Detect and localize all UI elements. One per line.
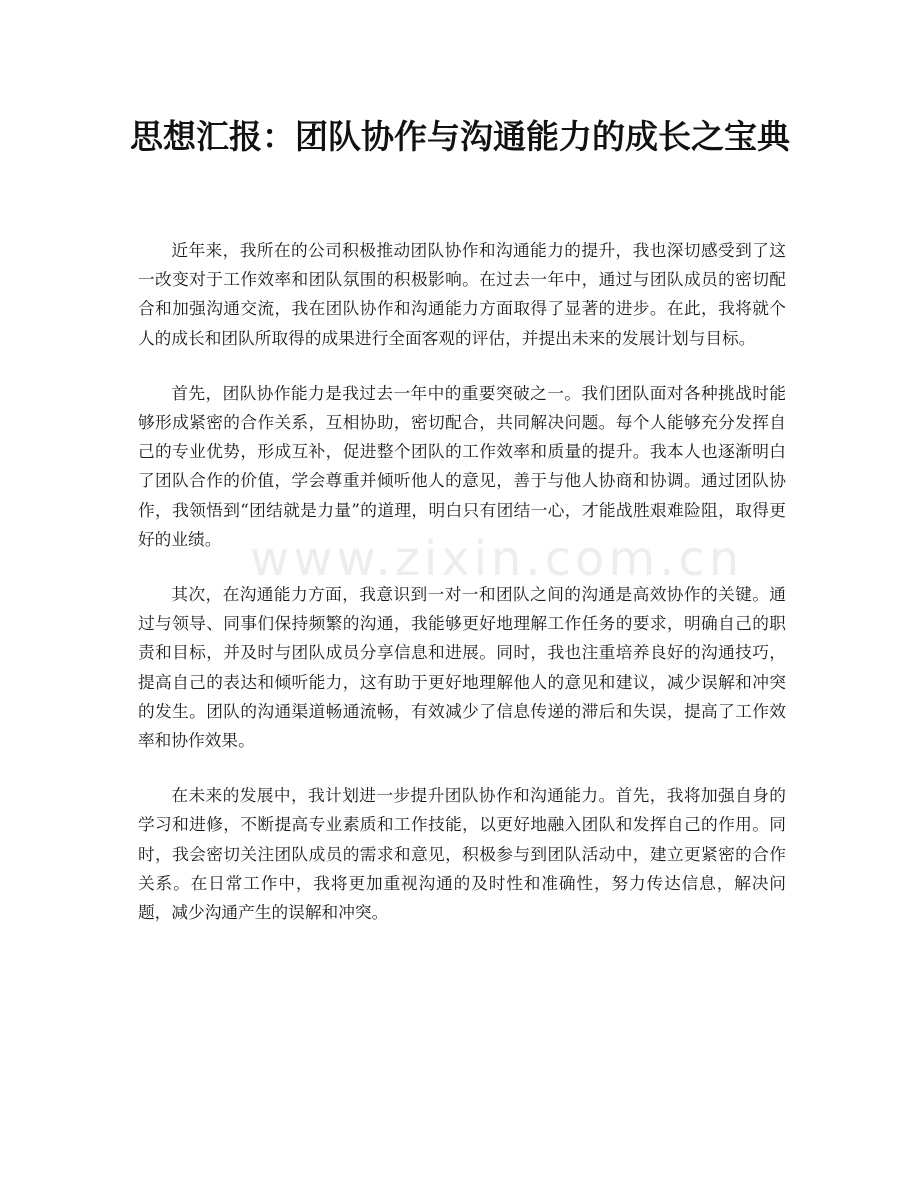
paragraph-intro: 近年来，我所在的公司积极推动团队协作和沟通能力的提升，我也深切感受到了这一改变对于工作效率和团队氛围的积极影响。在过去一年中，通过与团队成员的密切配合和加强沟通交流，我在团队协作和沟通能力方面取得了显著的进步。在此，我将就个人的成长和团队所取得的成果进行全面客观的评估，并提出未来的发展计划与目标。 xyxy=(138,240,786,348)
paragraph-communication: 其次，在沟通能力方面，我意识到一对一和团队之间的沟通是高效协作的关键。通过与领导、同事们保持频繁的沟通，我能够更好地理解工作任务的要求，明确自己的职责和目标，并及时与团队成员分享信息和进展。同时，我也注重培养良好的沟通技巧，提高自己的表达和倾听能力，这有助于更好地理解他人的意见和建议，减少误解和冲突的发生。团队的沟通渠道畅通流畅，有效减少了信息传递的滞后和失误，提高了工作效率和协作效果。 xyxy=(138,584,786,751)
watermark: www.zixin.com.cn xyxy=(250,531,744,587)
page-title: 思想汇报：团队协作与沟通能力的成长之宝典 xyxy=(130,117,790,156)
document-body xyxy=(138,236,786,953)
paragraph-teamwork: 首先，团队协作能力是我过去一年中的重要突破之一。我们团队面对各种挑战时能够形成紧密的合作关系，互相协助，密切配合，共同解决问题。每个人能够充分发挥自己的专业优势，形成互补，促进整个团队的工作效率和质量的提升。我本人也逐渐明白了团队合作的价值，学会尊重并倾听他人的意见，善于与他人协商和协调。通过团队协作，我领悟到“团结就是力量”的道理，明白只有团结一心，才能战胜艰难险阻，取得更好的业绩。 xyxy=(138,382,786,549)
paragraph-future-plan: 在未来的发展中，我计划进一步提升团队协作和沟通能力。首先，我将加强自身的学习和进修，不断提高专业素质和工作技能，以更好地融入团队和发挥自己的作用。同时，我会密切关注团队成员的需求和意见，积极参与到团队活动中，建立更紧密的合作关系。在日常工作中，我将更加重视沟通的及时性和准确性，努力传达信息，解决问题，减少沟通产生的误解和冲突。 xyxy=(138,785,786,923)
